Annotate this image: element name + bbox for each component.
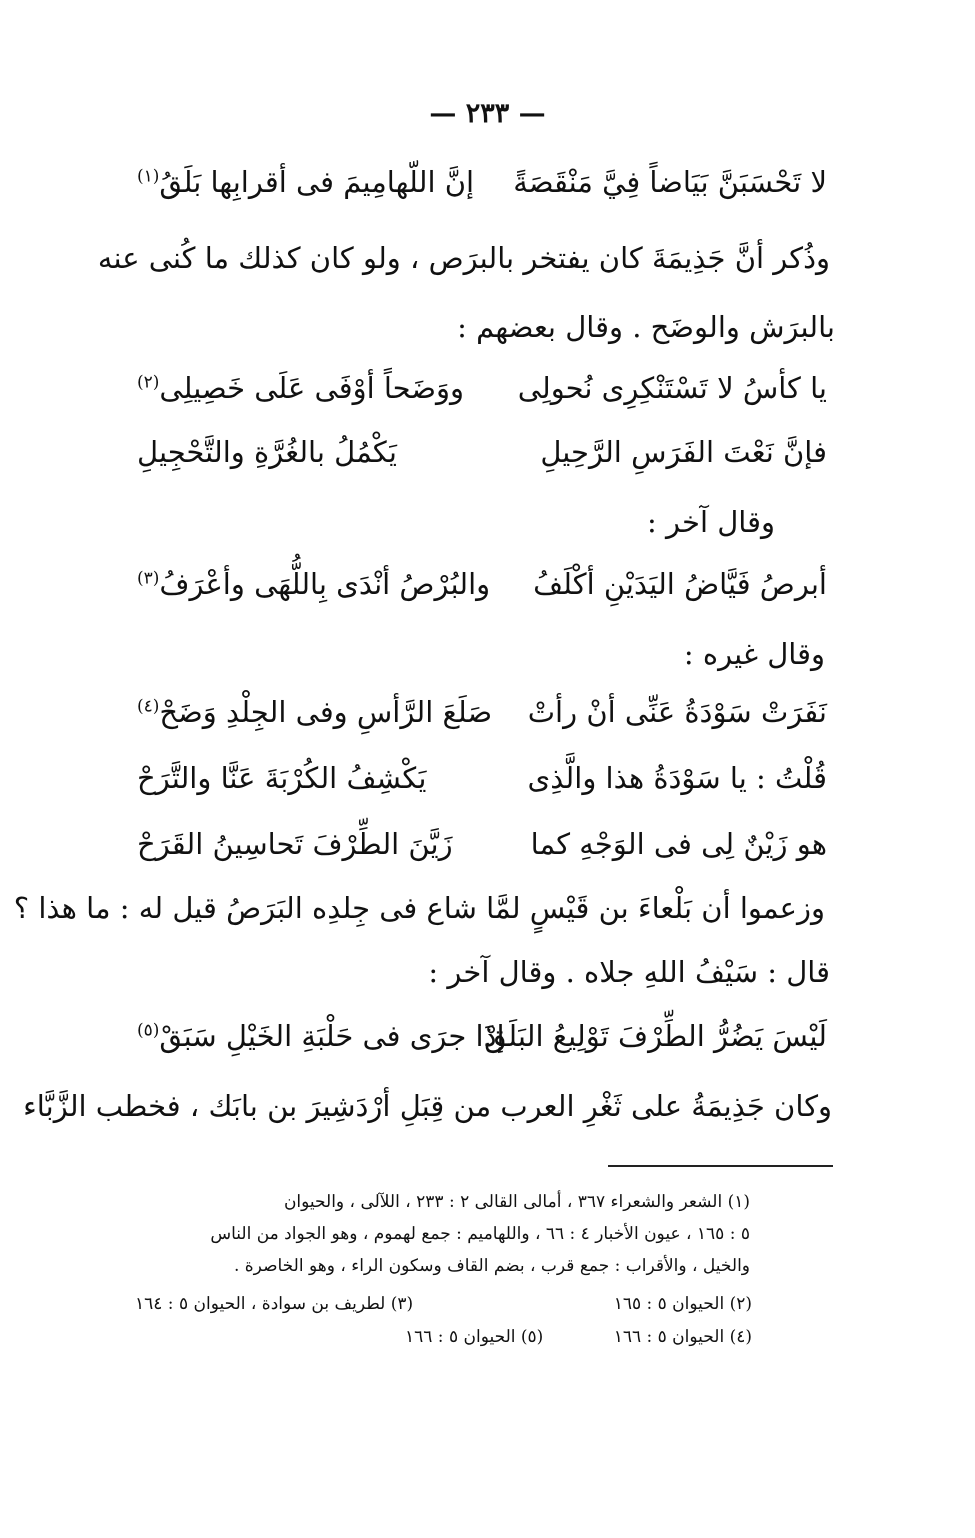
verse-2-second-hemistich: ووَضَحاً أوْفَى عَلَى خَصِيلِى$^{(٢)}$ [137, 371, 465, 405]
footnote-1-line-2: ٥ : ١٦٥ ، عيون الأخبار ٤ : ٦٦ ، واللهاميم : جمع لهموم ، وهو الجواد من الناس [210, 1224, 750, 1244]
footnotes-4-5 [135, 1327, 752, 1357]
verse-2-first-hemistich: يا كأسُ لا تَسْتَنْكِرِى نُحولِى [517, 371, 827, 405]
verse-1-second-hemistich: إنَّ اللّهامِيمَ فى أقرابِها بَلَقُ$^{(١)}$ [137, 165, 475, 199]
footnote-ref-2: (٢) [137, 372, 160, 393]
verse-1 [137, 158, 827, 208]
footnote-ref-4: (٤) [137, 696, 160, 717]
verse-7 [137, 820, 827, 870]
footnote-divider [608, 1165, 833, 1167]
footnotes-2-3 [135, 1294, 752, 1324]
verse-8-first-hemistich: لَيْسَ يَضُرُّ الطِّرْفَ تَوْلِيعُ البَلَقْ [484, 1019, 827, 1053]
verse-4-first-hemistich: أبرصُ فَيَّاضُ اليَدَيْنِ أكْلَفُ [533, 567, 827, 601]
footnote-2: (٢) الحيوان ٥ : ١٦٥ [613, 1294, 752, 1314]
footnote-1-line-3: والخيل ، والأقراب : جمع قرب ، بضم القاف وسكون الراء ، وهو الخاصرة . [233, 1256, 750, 1276]
footnote-5: (٥) الحيوان ٥ : ١٦٦ [405, 1327, 544, 1347]
verse-6 [137, 754, 827, 804]
verse-2 [137, 364, 827, 414]
verse-7-first-hemistich: هو زَيْنٌ لِى فى الوَجْهِ كما [530, 827, 827, 861]
footnote-ref-3: (٣) [137, 568, 160, 589]
verse-3 [137, 428, 827, 478]
footnote-ref-5: (٥) [137, 1020, 160, 1041]
verse-4-second-hemistich: والبُرْصُ أنْدَى بِاللُّهَى وأعْرَفُ$^{(٣)}$ [137, 567, 491, 601]
prose-line-1: وذُكر أنَّ جَذِيمَةَ كان يفتخر بالبرَص ، ولو كان كذلك ما كُنى عنه [97, 241, 830, 275]
heading-another-said: وقال آخر : [647, 505, 775, 539]
verse-7-second-hemistich: زَيَّنَ الطِّرْفَ تَحاسِينُ القَرَحْ [137, 827, 453, 861]
prose-line-3: وزعموا أن بَلْعاءَ بن قَيْسٍ لمَّا شاع فى جِلدِه البَرَصُ قيل له : ما هذا ؟ [13, 891, 825, 925]
verse-3-second-hemistich: يَكْمُلُ بالغُرَّةِ والتَّحْجِيلِ [137, 435, 397, 469]
verse-8-second-hemistich: إذَا جرَى فى حَلْبَةِ الخَيْلِ سَبَقْ$^{(٥)}$ [137, 1019, 505, 1053]
page-number: — ٢٣٣ — [429, 98, 546, 129]
verse-5-second-hemistich: صَلَعَ الرَّأسِ وفى الجِلْدِ وَضَحْ$^{(٤)}$ [137, 695, 493, 729]
footnote-1-line-1: (١) الشعر والشعراء ٣٦٧ ، أمالى القالى ٢ : ٢٣٣ ، اللآلى ، والحيوان [283, 1192, 750, 1212]
verse-5-first-hemistich: نَفَرَتْ سَوْدَةُ عَنِّى أنْ رأتْ [527, 695, 827, 729]
verse-4 [137, 560, 827, 610]
verse-3-first-hemistich: فإنَّ نَعْتَ الفَرَسِ الرَّحِيلِ [540, 435, 827, 469]
verse-8 [137, 1012, 827, 1062]
prose-line-5: وكان جَذِيمَةُ على ثَغْرِ العرب من قِبَلِ أرْدَشِيرَ بن بابَك ، فخطب الزَّبَّاء [23, 1089, 832, 1123]
footnote-3: (٣) لطريف بن سوادة ، الحيوان ٥ : ١٦٤ [135, 1294, 414, 1314]
footnote-ref-1: (١) [137, 166, 160, 187]
verse-1-first-hemistich: لا تَحْسَبَنَّ بَيَاضاً فِيَّ مَنْقَصَةً [513, 165, 827, 199]
heading-someone-else-said: وقال غيره : [683, 637, 825, 671]
verse-6-first-hemistich: قُلْتُ : يا سَوْدَةُ هذا والَّذِى [527, 761, 827, 795]
prose-line-4: قال : سَيْفُ اللهِ جلاه . وقال آخر : [428, 955, 830, 989]
footnote-4: (٤) الحيوان ٥ : ١٦٦ [613, 1327, 752, 1347]
verse-5 [137, 688, 827, 738]
verse-6-second-hemistich: يَكْشِفُ الكُرْبَةَ عَنَّا والتَّرَحْ [137, 761, 427, 795]
prose-line-2: بالبرَش والوضَح . وقال بعضهم : [457, 310, 835, 344]
